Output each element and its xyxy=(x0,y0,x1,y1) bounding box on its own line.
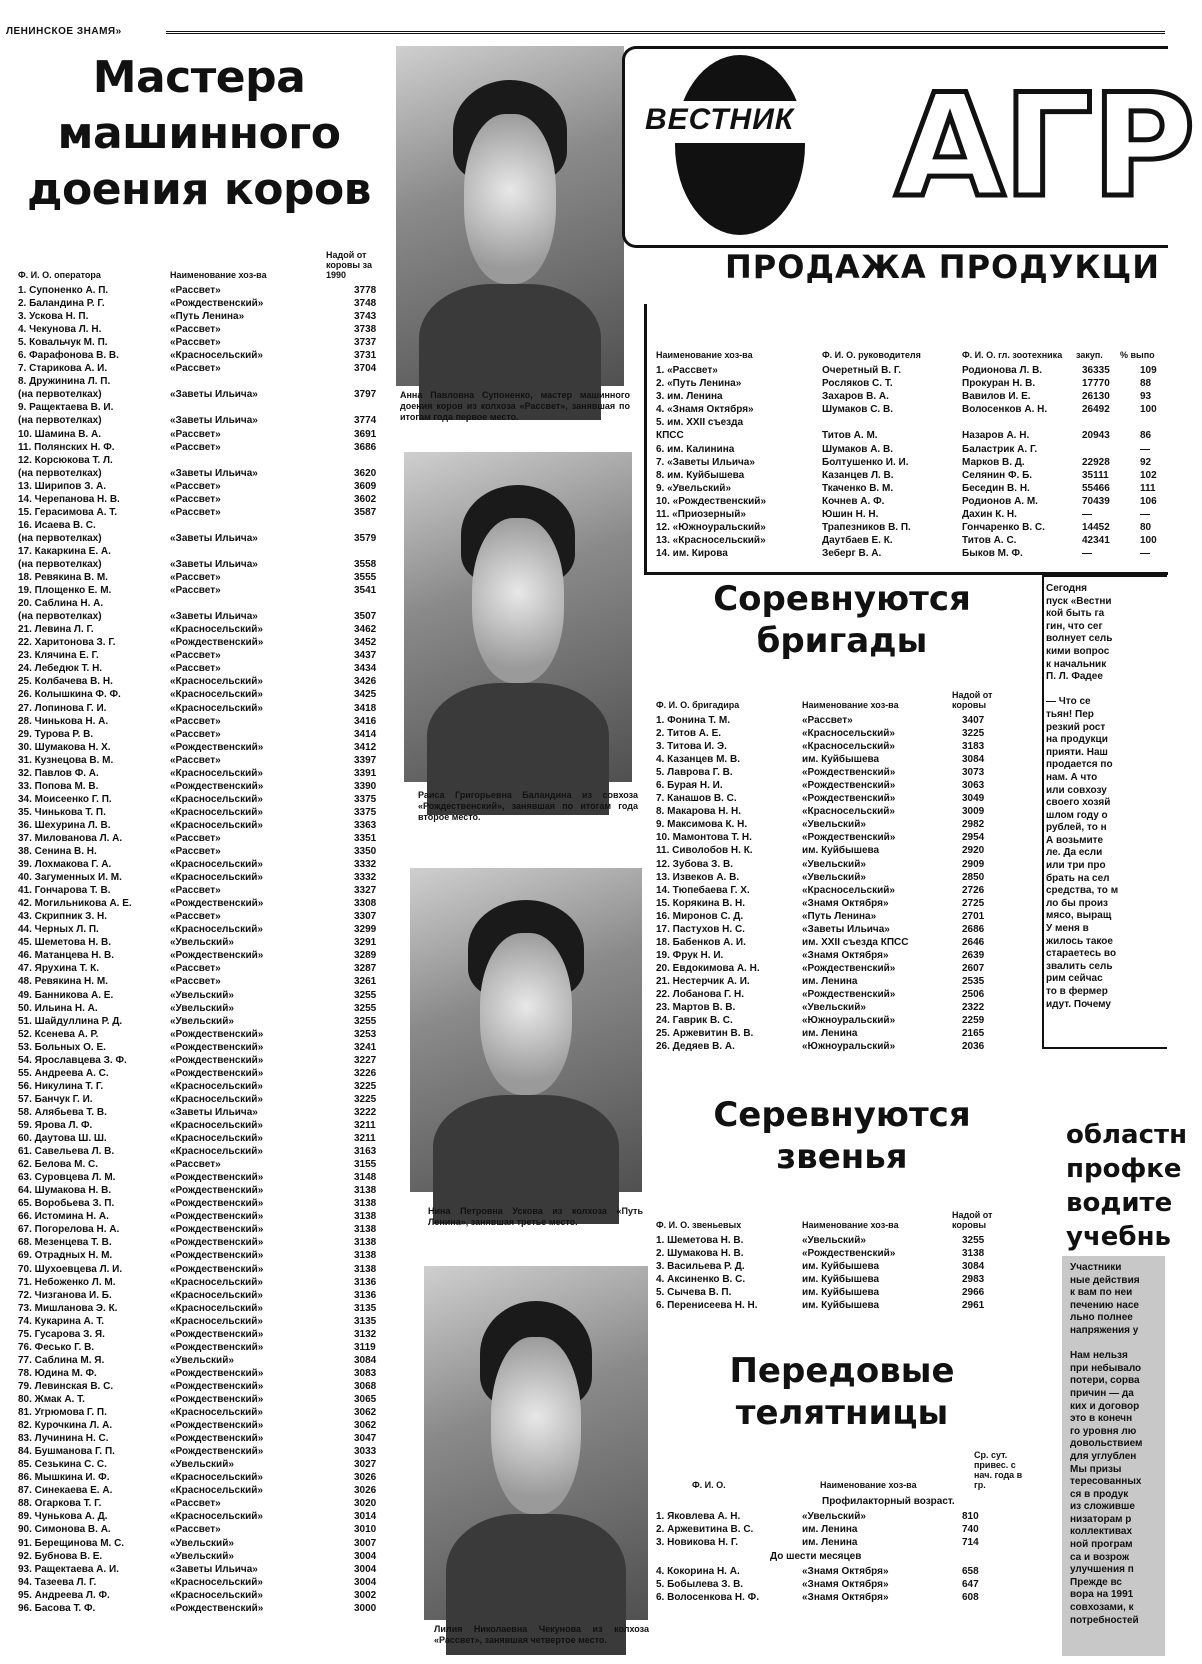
masters-row: 90. Симонова В. А. «Рассвет» 3010 xyxy=(18,1524,377,1536)
masters-row: 82. Курочкина Л. А. «Рождественский» 3062 xyxy=(18,1420,377,1432)
brigades-table xyxy=(652,714,1032,1053)
article-line: ле. Да если xyxy=(1046,847,1103,859)
links-row: 5. Сычева В. П. им. Куйбышева 2966 xyxy=(656,1287,985,1299)
masters-row: 10. Шамина В. А. «Рассвет» 3691 xyxy=(18,428,377,440)
calves-table-2 xyxy=(652,1565,1032,1604)
masters-row: 4. Чекунова Л. Н. «Рассвет» 3738 xyxy=(18,324,377,336)
links-row: 2. Шумакова Н. В. «Рождественский» 3138 xyxy=(656,1248,985,1260)
brigades-table-header: Ф. И. О. бригадира Наименование хоз-ва Надой от коровы xyxy=(656,690,993,710)
article-line xyxy=(1070,1338,1165,1351)
calves-row: 2. Аржевитина В. С. им. Ленина 740 xyxy=(656,1524,979,1536)
masters-row: 68. Мезенцева Т. В. «Рождественский» 3138 xyxy=(18,1237,377,1249)
article-line: П. Л. Фадее xyxy=(1046,671,1103,683)
article-line: средства, то м xyxy=(1046,885,1119,897)
masters-row: 75. Гусарова З. Я. «Рождественский» 3132 xyxy=(18,1328,377,1340)
masters-row: (на первотелках) «Заветы Ильича» 3507 xyxy=(18,611,377,623)
article-line: Прежде вс xyxy=(1070,1576,1122,1588)
masters-row: (на первотелках) «Заветы Ильича» 3797 xyxy=(18,389,377,401)
caption-chekunova: Лилия Николаевна Чекунова из колхоза «Рассвет», занявшая четвертое место. xyxy=(434,1624,649,1645)
article-line: льно полнее xyxy=(1070,1312,1133,1324)
article-line: мясо, выращ xyxy=(1046,910,1112,922)
brigades-row: 19. Фрук Н. И. «Знамя Октября» 2639 xyxy=(656,949,985,961)
article-line: са и возрож xyxy=(1070,1551,1130,1563)
masters-row: 26. Колышкина Ф. Ф. «Красносельский» 3425 xyxy=(18,689,377,701)
calves-row: 1. Яковлева А. Н. «Увельский» 810 xyxy=(656,1511,979,1522)
article-line: жилось такое xyxy=(1046,935,1113,947)
links-row: 3. Васильева Р. Д. им. Куйбышева 3084 xyxy=(656,1261,985,1273)
brigades-row: 12. Зубова З. В. «Увельский» 2909 xyxy=(656,858,985,870)
masters-row: 14. Черепанова Н. В. «Рассвет» 3602 xyxy=(18,493,377,505)
brigades-row: 21. Нестерчик А. И. им. Ленина 2535 xyxy=(656,975,985,987)
right-gray-text xyxy=(1070,1262,1165,1627)
masters-row: 58. Алябьева Т. В. «Заветы Ильича» 3222 xyxy=(18,1106,377,1118)
article-line: или совхозу xyxy=(1046,784,1107,796)
article-line: совхозами, к xyxy=(1070,1602,1134,1614)
links-row: 6. Перенисеева Н. Н. им. Куйбышева 2961 xyxy=(656,1300,985,1312)
masters-row: 89. Чунькова А. Д. «Красносельский» 3014 xyxy=(18,1511,377,1523)
masters-row: 3. Ускова Н. П. «Путь Ленина» 3743 xyxy=(18,311,377,323)
masters-row: 96. Басова Т. Ф. «Рождественский» 3000 xyxy=(18,1602,377,1614)
masters-row: 59. Ярова Л. Ф. «Красносельский» 3211 xyxy=(18,1120,376,1131)
caption-suponenko: Анна Павловна Супоненко, мастер машинного доения коров из колхоза «Рассвет», занявшая по итогам года первое место. xyxy=(400,390,630,422)
masters-title: Мастера машинного доения коров xyxy=(26,52,372,215)
masters-row: 78. Юдина М. Ф. «Рождественский» 3083 xyxy=(18,1367,377,1379)
sales-row: 11. «Приозерный» Юшин Н. Н. Дахин К. Н. — — xyxy=(656,509,1150,521)
masters-row: 9. Ращектаева В. И. xyxy=(18,402,114,414)
brigades-row: 6. Бурая Н. И. «Рождественский» 3063 xyxy=(656,780,985,792)
vestnik-logo-text: ВЕСТНИК xyxy=(645,103,795,136)
masters-row: 53. Больных О. Е. «Рождественский» 3241 xyxy=(18,1041,377,1053)
masters-row: 67. Погорелова Н. А. «Рождественский» 3138 xyxy=(18,1224,377,1236)
caption-uskova: Нина Петровна Ускова из колхоза «Путь Ленина», занявшая третье место. xyxy=(428,1206,643,1227)
brigades-row: 25. Аржевитин В. В. им. Ленина 2165 xyxy=(656,1028,985,1040)
links-row: 4. Аксиненко В. С. им. Куйбышева 2983 xyxy=(656,1274,985,1286)
headline-line: учебнь xyxy=(1066,1222,1171,1252)
article-line: напряжения у xyxy=(1070,1324,1139,1336)
masters-row: 92. Бубнова В. Е. «Увельский» 3004 xyxy=(18,1550,377,1562)
masters-row: 13. Ширипов З. А. «Рассвет» 3609 xyxy=(18,480,377,492)
sales-row: 13. «Красносельский» Даутбаев Е. К. Титов А. С. 42341 100 xyxy=(656,535,1157,547)
sales-row: 12. «Южноуральский» Трапезников В. П. Гончаренко В. С. 14452 80 xyxy=(656,522,1152,534)
brigades-row: 17. Пастухов Н. С. «Заветы Ильича» 2686 xyxy=(656,923,985,935)
sales-row: 3. им. Ленина Захаров В. А. Вавилов И. Е. 26130 93 xyxy=(656,391,1152,403)
article-line: прияти. Наш xyxy=(1046,746,1108,758)
masters-row: 41. Гончарова Т. В. «Рассвет» 3327 xyxy=(18,885,377,897)
article-line: рублей, то н xyxy=(1046,822,1107,834)
calves-row: 3. Новикова Н. Г. им. Ленина 714 xyxy=(656,1537,979,1549)
newspaper-name: ЛЕНИНСКОЕ ЗНАМЯ» xyxy=(6,26,122,37)
article-line: стараетесь во xyxy=(1046,948,1117,960)
sales-row: 1. «Рассвет» Очеретный В. Г. Родионова Л. В. 36335 109 xyxy=(656,365,1157,376)
sales-row: 7. «Заветы Ильича» Болтушенко И. И. Марков В. Д. 22928 92 xyxy=(656,456,1152,468)
links-title: Серевнуются звенья xyxy=(713,1095,971,1177)
article-line: А возьмите xyxy=(1046,834,1104,846)
sales-row: 14. им. Кирова Зеберг В. А. Быков М. Ф. — — xyxy=(656,548,1150,560)
calves-row: 5. Бобылева З. В. «Знамя Октября» 647 xyxy=(656,1579,979,1591)
calves-subheading-1: Профилакторный возраст. xyxy=(822,1496,955,1507)
article-line: ся в продук xyxy=(1070,1488,1129,1500)
article-line: шлом году о xyxy=(1046,809,1108,821)
masters-row: 91. Берещинова М. С. «Увельский» 3007 xyxy=(18,1537,377,1549)
masters-row: (на первотелках) «Заветы Ильича» 3558 xyxy=(18,558,377,570)
article-line: при небывало xyxy=(1070,1362,1142,1374)
vestnik-logo-circle xyxy=(675,55,805,235)
masters-row: 8. Дружинина Л. П. xyxy=(18,376,111,388)
article-line: довольствием xyxy=(1070,1438,1143,1450)
article-line: своего хозяй xyxy=(1046,797,1111,809)
brigades-row: 3. Титова И. Э. «Красносельский» 3183 xyxy=(656,741,985,753)
article-line: продается по xyxy=(1046,759,1113,771)
masters-row: 49. Банникова А. Е. «Увельский» 3255 xyxy=(18,989,377,1001)
brigades-row: 22. Лобанова Г. Н. «Рождественский» 2506 xyxy=(656,988,985,1000)
vestnik-agro-header xyxy=(622,46,1194,248)
masters-row: 36. Шехурина Л. В. «Красносельский» 3363 xyxy=(18,819,377,831)
sales-row: 8. им. Куйбышева Казанцев Л. В. Селянин Ф. Б. 35111 102 xyxy=(656,469,1157,481)
masters-row: 16. Исаева В. С. xyxy=(18,519,96,531)
masters-row: 35. Чинькова Т. П. «Красносельский» 3375 xyxy=(18,806,377,818)
masters-row: 80. Жмак А. Т. «Рождественский» 3065 xyxy=(18,1393,377,1405)
masters-row: 24. Лебедюк Т. Н. «Рассвет» 3434 xyxy=(18,663,377,675)
masters-row: 60. Даутова Ш. Ш. «Красносельский» 3211 xyxy=(18,1133,376,1145)
article-line: ких и договор xyxy=(1070,1400,1140,1412)
calves-row: 6. Волосенкова Н. Ф. «Знамя Октября» 608 xyxy=(656,1592,979,1604)
masters-row: 81. Угрюмова Г. П. «Красносельский» 3062 xyxy=(18,1407,377,1419)
masters-row: 18. Ревякина В. М. «Рассвет» 3555 xyxy=(18,572,377,584)
sales-row: 10. «Рождественский» Кочнев А. Ф. Родионов А. М. 70439 106 xyxy=(656,495,1157,507)
article-line: гин, что сег xyxy=(1046,620,1103,632)
brigades-row: 18. Бабенков А. И. им. XXII съезда КПСС 2646 xyxy=(656,936,985,948)
right-gray-article xyxy=(1062,1256,1165,1656)
sales-table-section xyxy=(652,318,1165,560)
sales-title: ПРОДАЖА ПРОДУКЦИ xyxy=(725,248,1161,286)
masters-row: 2. Баландина Р. Г. «Рождественский» 3748 xyxy=(18,298,377,310)
masters-row: 11. Полянских Н. Ф. «Рассвет» 3686 xyxy=(18,441,377,453)
masters-row: 85. Сезькина С. С. «Увельский» 3027 xyxy=(18,1459,377,1471)
brigades-row: 11. Сиволобов Н. К. им. Куйбышева 2920 xyxy=(656,845,985,857)
article-line: печению насе xyxy=(1070,1299,1139,1311)
masters-row: 65. Воробьева З. П. «Рождественский» 3138 xyxy=(18,1198,377,1210)
sales-row: 9. «Увельский» Ткаченко В. М. Беседин В. Н. 55466 111 xyxy=(656,482,1156,494)
brigades-row: 7. Канашов В. С. «Рождественский» 3049 xyxy=(656,793,985,805)
links-table-header: Ф. И. О. звеньевых Наименование хоз-ва Надой от коровы xyxy=(656,1210,993,1230)
masters-row: 88. Огаркова Т. Г. «Рассвет» 3020 xyxy=(18,1498,377,1510)
right-article-text xyxy=(1046,583,1165,1011)
masters-row: 54. Ярославцева З. Ф. «Рождественский» 3227 xyxy=(18,1054,377,1066)
masters-row: 27. Лопинова Г. И. «Красносельский» 3418 xyxy=(18,702,377,714)
masters-row: 77. Саблина М. Я. «Увельский» 3084 xyxy=(18,1354,377,1366)
article-line: резкий рост xyxy=(1046,721,1106,733)
masters-row: 66. Истомина Н. А. «Рождественский» 3138 xyxy=(18,1211,377,1223)
masters-row: 83. Лучинина Н. С. «Рождественский» 3047 xyxy=(18,1433,377,1445)
calves-section xyxy=(652,1350,1032,1604)
article-line: нам. А что xyxy=(1046,771,1098,783)
headline-line: областн xyxy=(1066,1120,1188,1150)
masters-row: (на первотелках) «Заветы Ильича» 3774 xyxy=(18,415,377,427)
sales-row: 5. им. XXII съезда xyxy=(656,417,744,429)
article-line: идут. Почему xyxy=(1046,998,1111,1010)
masters-row: 25. Колбачева В. Н. «Красносельский» 3426 xyxy=(18,676,377,688)
photo-suponenko xyxy=(396,46,624,386)
sales-row: 2. «Путь Ленина» Росляков С. Т. Прокуран Н. В. 17770 88 xyxy=(656,378,1152,390)
calves-title: Передовые телятницы xyxy=(729,1351,955,1433)
masters-row: 12. Корсюкова Т. Л. xyxy=(18,454,113,466)
masters-row: 5. Ковальчук М. П. «Рассвет» 3737 xyxy=(18,337,377,349)
article-line: к вам по неи xyxy=(1070,1287,1133,1299)
article-line: потери, сорва xyxy=(1070,1375,1140,1387)
calves-subheading-2: До шести месяцев xyxy=(770,1551,862,1563)
masters-row: 46. Матанцева Н. В. «Рождественский» 3289 xyxy=(18,950,377,962)
brigades-title: Соревнуются бригады xyxy=(713,579,971,661)
links-table xyxy=(652,1234,1032,1312)
sales-row: 4. «Знамя Октября» Шумаков С. В. Волосенков А. Н. 26492 100 xyxy=(656,404,1157,416)
masters-table-header: Ф. И. О. оператора Наименование хоз-ва Надой от коровы за 1990 xyxy=(18,250,372,280)
article-line: вора на 1991 xyxy=(1070,1589,1134,1601)
brigades-row: 5. Лаврова Г. В. «Рождественский» 3073 xyxy=(656,767,985,779)
article-line: У меня в xyxy=(1046,923,1089,935)
masters-row: 37. Милованова Л. А. «Рассвет» 3351 xyxy=(18,832,377,844)
masters-row: 48. Ревякина Н. М. «Рассвет» 3261 xyxy=(18,976,377,988)
article-line: из сложивше xyxy=(1070,1501,1135,1513)
masters-row: 72. Чизганова И. Б. «Красносельский» 3136 xyxy=(18,1289,377,1301)
masters-row: 44. Черных Л. П. «Красносельский» 3299 xyxy=(18,924,377,936)
masters-row: 20. Саблина Н. А. xyxy=(18,598,104,610)
article-line: тересованных xyxy=(1070,1476,1142,1488)
article-line: к начальник xyxy=(1046,658,1107,670)
masters-row: 32. Павлов Ф. А. «Красносельский» 3391 xyxy=(18,767,377,779)
masters-row: 94. Тазеева Л. Г. «Красносельский» 3004 xyxy=(18,1576,377,1588)
article-line: улучшения п xyxy=(1070,1564,1134,1576)
article-line: пуск «Вестни xyxy=(1046,595,1112,607)
brigades-row: 15. Корякина В. Н. «Знамя Октября» 2725 xyxy=(656,897,985,909)
masters-row: 62. Белова М. С. «Рассвет» 3155 xyxy=(18,1159,377,1171)
article-line: тьян! Пер xyxy=(1046,708,1094,720)
brigades-row: 16. Миронов С. Д. «Путь Ленина» 2701 xyxy=(656,910,985,922)
masters-row: 70. Шухоевцева Л. И. «Рождественский» 3138 xyxy=(18,1263,377,1275)
masters-row: 69. Отрадных Н. М. «Рождественский» 3138 xyxy=(18,1250,377,1262)
brigades-row: 20. Евдокимова А. Н. «Рождественский» 2607 xyxy=(656,962,985,974)
masters-row: 86. Мышкина И. Ф. «Красносельский» 3026 xyxy=(18,1472,377,1484)
masters-row: 40. Загуменных И. М. «Красносельский» 3332 xyxy=(18,872,377,884)
masters-row: 34. Моисеенко Г. П. «Красносельский» 3375 xyxy=(18,793,377,805)
links-section xyxy=(652,1094,1032,1312)
masters-row: 7. Старикова А. И. «Рассвет» 3704 xyxy=(18,363,377,375)
brigades-row: 4. Казанцев М. В. им. Куйбышева 3084 xyxy=(656,754,985,766)
masthead-rule xyxy=(166,31,1165,34)
article-line: или три про xyxy=(1046,860,1106,872)
masters-row: 52. Ксенева А. Р. «Рождественский» 3253 xyxy=(18,1028,377,1040)
masters-row: 63. Суровцева Л. М. «Рождественский» 3148 xyxy=(18,1172,377,1184)
article-line: Нам нельзя xyxy=(1070,1350,1128,1362)
masters-row: 93. Ращектаева А. И. «Заветы Ильича» 3004 xyxy=(18,1563,377,1575)
masters-row: 71. Небоженко Л. М. «Красносельский» 3136 xyxy=(18,1276,377,1288)
brigades-row: 13. Извеков А. В. «Увельский» 2850 xyxy=(656,871,985,883)
right-headline xyxy=(1066,1118,1187,1254)
brigades-row: 23. Мартов В. В. «Увельский» 2322 xyxy=(656,1002,985,1014)
article-line: ло бы произ xyxy=(1046,897,1108,909)
headline-line: профке xyxy=(1066,1154,1182,1184)
headline-line: водите xyxy=(1066,1188,1173,1218)
article-line: низаторам р xyxy=(1070,1513,1132,1525)
photo-balandina xyxy=(404,452,632,782)
article-line: звалить сель xyxy=(1046,960,1113,972)
article-line: кими вопрос xyxy=(1046,645,1110,657)
sales-table-header: Наименование хоз-ва Ф. И. О. руководителя Ф. И. О. гл. зоотехника закуп. % выпо xyxy=(656,350,1155,360)
brigades-row: 1. Фонина Т. М. «Рассвет» 3407 xyxy=(656,715,985,726)
photo-chekunova xyxy=(424,1266,648,1620)
article-line: потребностей xyxy=(1070,1614,1139,1626)
article-line: кой быть га xyxy=(1046,608,1105,620)
brigades-section xyxy=(652,578,1032,1053)
article-line: коллективах xyxy=(1070,1526,1133,1538)
masters-row: 28. Чинькова Н. А. «Рассвет» 3416 xyxy=(18,715,377,727)
masters-row: 33. Попова М. В. «Рождественский» 3390 xyxy=(18,780,377,792)
masters-row: 74. Кукарина А. Т. «Красносельский» 3135 xyxy=(18,1315,377,1327)
masters-row: 15. Герасимова А. Т. «Рассвет» 3587 xyxy=(18,506,377,518)
sales-row: КПСС Титов А. М. Назаров А. Н. 20943 86 xyxy=(656,430,1152,442)
masters-row: 55. Андреева А. С. «Рождественский» 3226 xyxy=(18,1067,377,1079)
masters-row: 57. Банчук Г. И. «Красносельский» 3225 xyxy=(18,1093,377,1105)
brigades-row: 26. Дедяев В. А. «Южноуральский» 2036 xyxy=(656,1041,985,1053)
masters-row: 23. Клячина Е. Г. «Рассвет» 3437 xyxy=(18,650,377,662)
article-line: ной програм xyxy=(1070,1539,1133,1551)
masters-table xyxy=(14,284,384,1615)
masters-row: 31. Кузнецова В. М. «Рассвет» 3397 xyxy=(18,754,377,766)
masters-section xyxy=(14,42,384,1615)
masters-row: 17. Какаркина Е. А. xyxy=(18,545,111,557)
article-line: причин — да xyxy=(1070,1387,1134,1399)
masters-row: 95. Андреева Л. Ф. «Красносельский» 3002 xyxy=(18,1589,377,1601)
calves-table-header: Ф. И. О. Наименование хоз-ва Ср. сут. привес. с нач. года в гр. xyxy=(692,1450,1023,1490)
masthead xyxy=(6,26,1165,40)
calves-table-1 xyxy=(652,1510,1032,1549)
masters-row: 87. Синекаева Е. А. «Красносельский» 3026 xyxy=(18,1485,377,1497)
article-line: Мы призы xyxy=(1070,1463,1122,1475)
article-line: на продукци xyxy=(1046,734,1108,746)
masters-row: 29. Турова Р. В. «Рассвет» 3414 xyxy=(18,728,377,740)
masters-row: 61. Савельева Л. В. «Красносельский» 3163 xyxy=(18,1146,377,1158)
masters-row: 79. Левинская В. С. «Рождественский» 3068 xyxy=(18,1380,377,1392)
article-line: Участники xyxy=(1070,1262,1122,1273)
article-line: го уровня лю xyxy=(1070,1425,1137,1437)
article-line: Сегодня xyxy=(1046,583,1088,594)
masters-row: 39. Лохмакова Г. А. «Красносельский» 3332 xyxy=(18,859,377,871)
brigades-row: 10. Мамонтова Т. Н. «Рождественский» 2954 xyxy=(656,832,985,844)
article-line xyxy=(1046,684,1165,697)
article-line: — Что се xyxy=(1046,696,1091,708)
calves-row: 4. Кокорина Н. А. «Знамя Октября» 658 xyxy=(656,1566,979,1578)
masters-row: 73. Мишланова Э. К. «Красносельский» 3135 xyxy=(18,1302,377,1314)
article-line: рим сейчас xyxy=(1046,973,1103,985)
article-line: брать на сел xyxy=(1046,872,1110,884)
masters-row: 51. Шайдуллина Р. Д. «Увельский» 3255 xyxy=(18,1015,377,1027)
article-line: ные действия xyxy=(1070,1274,1140,1286)
masters-row: (на первотелках) «Заветы Ильича» 3579 xyxy=(18,532,377,544)
article-line: то в фермер xyxy=(1046,986,1108,997)
masters-row: 76. Фесько Г. В. «Рождественский» 3119 xyxy=(18,1341,376,1353)
masters-row: 6. Фарафонова В. В. «Красносельский» 3731 xyxy=(18,350,377,362)
masters-row: 38. Сенина В. Н. «Рассвет» 3350 xyxy=(18,846,377,858)
photo-uskova xyxy=(410,868,642,1192)
brigades-row: 24. Гаврик В. С. «Южноуральский» 2259 xyxy=(656,1015,985,1027)
sales-table xyxy=(652,364,1165,560)
article-line: это в конечн xyxy=(1070,1413,1133,1425)
masters-row: 19. Площенко Е. М. «Рассвет» 3541 xyxy=(18,585,377,597)
masters-row: (на первотелках) «Заветы Ильича» 3620 xyxy=(18,467,377,479)
masters-row: 64. Шумакова Н. В. «Рождественский» 3138 xyxy=(18,1185,377,1197)
masters-row: 43. Скрипник З. Н. «Рассвет» 3307 xyxy=(18,911,377,923)
masters-row: 22. Харитонова З. Г. «Рождественский» 3452 xyxy=(18,637,377,649)
caption-balandina: Раиса Григорьевна Баландина из совхоза «Рождественский», занявшая по итогам года второе место. xyxy=(418,790,638,822)
masters-row: 21. Левина Л. Г. «Красносельский» 3462 xyxy=(18,624,377,636)
article-line: волнует сель xyxy=(1046,633,1113,645)
brigades-row: 14. Тюпебаева Г. Х. «Красносельский» 2726 xyxy=(656,884,985,896)
agro-lettering: АГР xyxy=(895,64,1194,229)
masters-row: 1. Супоненко А. П. «Рассвет» 3778 xyxy=(18,285,377,296)
masters-row: 50. Ильина Н. А. «Увельский» 3255 xyxy=(18,1002,377,1014)
masters-row: 45. Шеметова Н. В. «Увельский» 3291 xyxy=(18,937,377,949)
masters-row: 84. Бушманова Г. П. «Рождественский» 3033 xyxy=(18,1446,377,1458)
masters-row: 30. Шумакова Н. Х. «Рождественский» 3412 xyxy=(18,741,377,753)
brigades-row: 8. Макарова Н. Н. «Красносельский» 3009 xyxy=(656,806,985,818)
brigades-row: 9. Максимова К. Н. «Увельский» 2982 xyxy=(656,819,985,831)
masters-row: 47. Ярухина Т. К. «Рассвет» 3287 xyxy=(18,963,377,975)
article-line: для углублен xyxy=(1070,1450,1137,1462)
masters-row: 56. Никулина Т. Г. «Красносельский» 3225 xyxy=(18,1080,377,1092)
masters-row: 42. Могильникова А. Е. «Рождественский» 3308 xyxy=(18,898,377,910)
brigades-row: 2. Титов А. Е. «Красносельский» 3225 xyxy=(656,728,985,740)
sales-row: 6. им. Калинина Шумаков А. В. Баластрик А. Г. — xyxy=(656,443,1150,455)
links-row: 1. Шеметова Н. В. «Увельский» 3255 xyxy=(656,1235,985,1246)
